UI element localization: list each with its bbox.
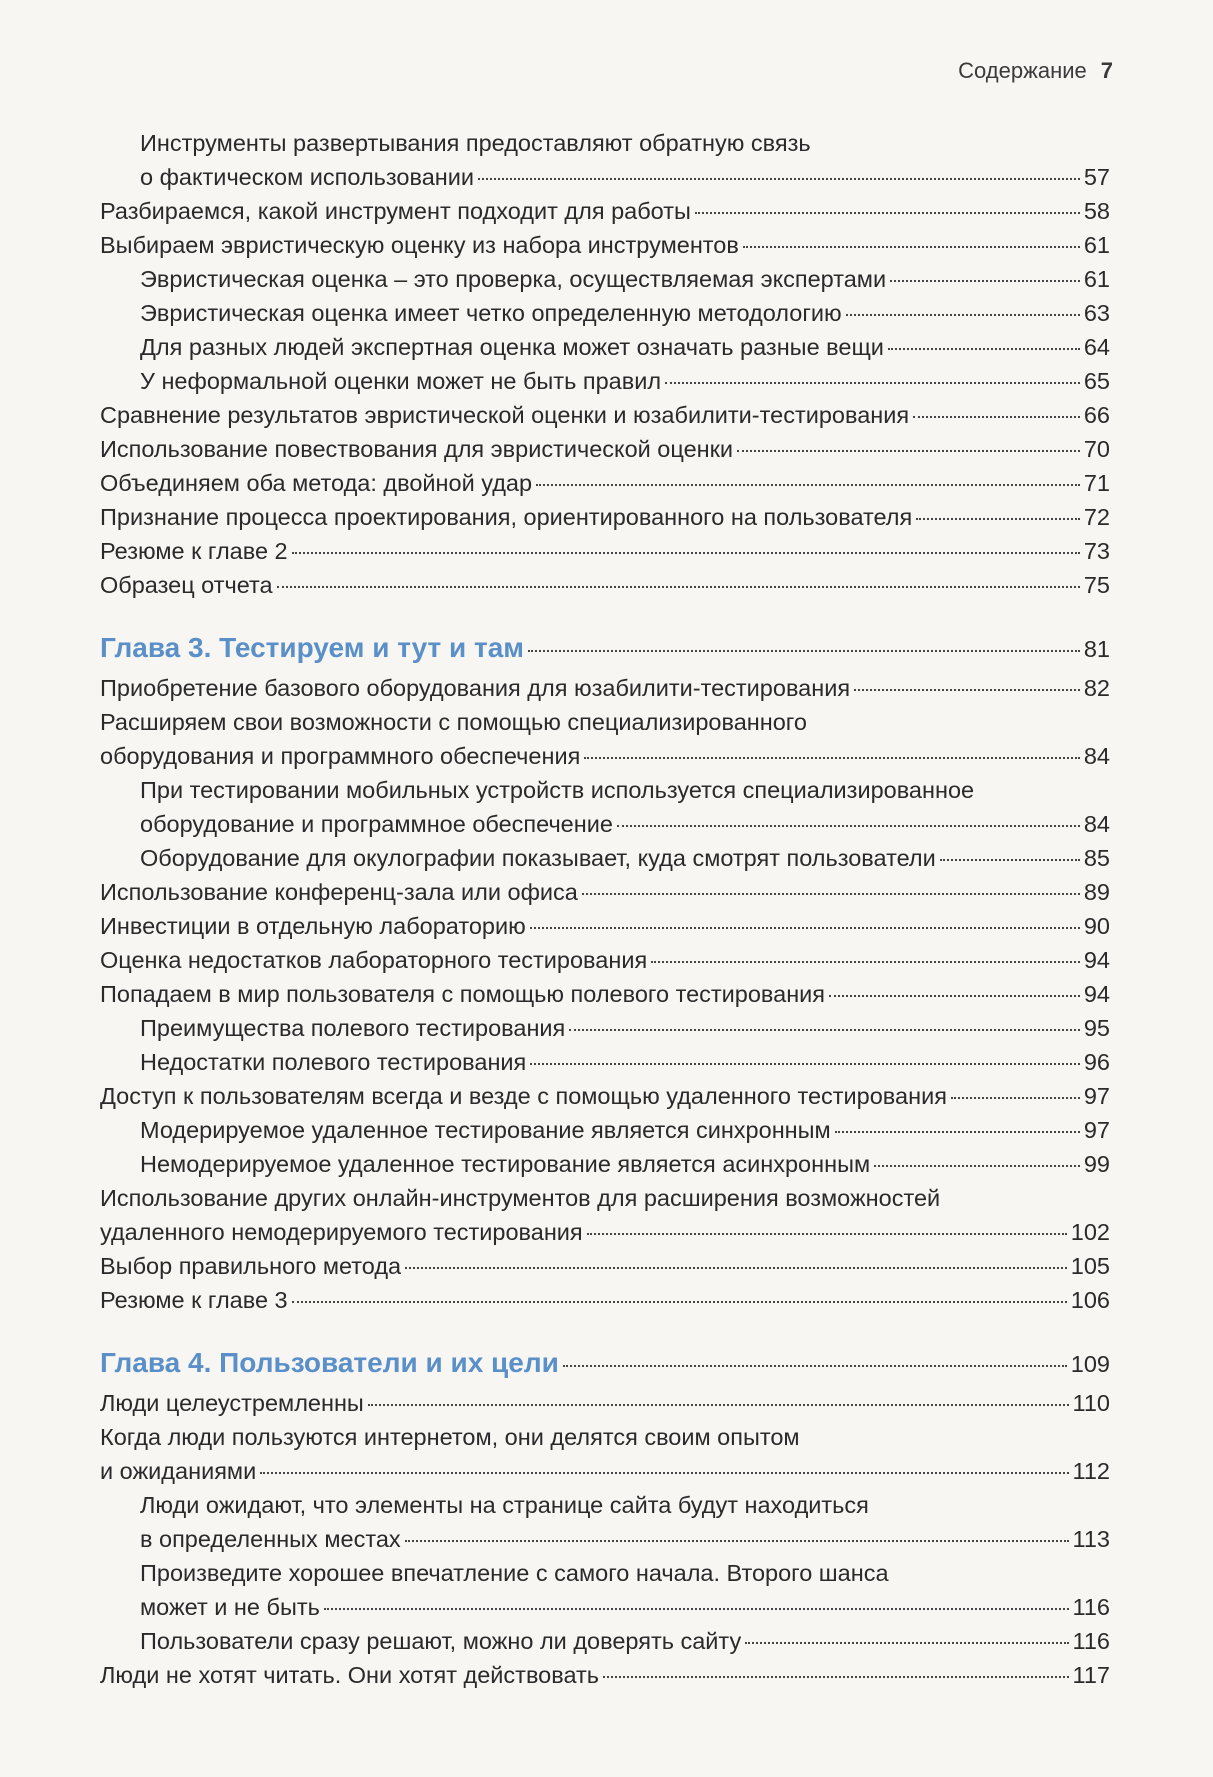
toc-entry-title: Для разных людей экспертная оценка может означать разные вещи bbox=[140, 334, 884, 360]
toc-entry-title: Выбираем эвристическую оценку из набора инструментов bbox=[100, 232, 739, 258]
toc-entry-line: Использование других онлайн-инструментов для расширения возможностей bbox=[100, 1185, 941, 1211]
toc-entry-page: 96 bbox=[1083, 1049, 1110, 1075]
toc-entry-title: удаленного немодерируемого тестирования bbox=[100, 1219, 583, 1245]
toc-entry[interactable] bbox=[100, 943, 1110, 977]
toc-chapter-heading[interactable] bbox=[100, 1343, 1110, 1384]
toc-entry[interactable] bbox=[100, 1386, 1110, 1420]
toc-entry-page: 112 bbox=[1072, 1458, 1110, 1484]
toc-entry-title: о фактическом использовании bbox=[140, 164, 475, 190]
toc-entry-page: 102 bbox=[1070, 1219, 1110, 1245]
dot-leader bbox=[260, 1472, 1068, 1474]
toc-entry-line: Люди ожидают, что элементы на странице сайта будут находиться bbox=[140, 1492, 869, 1518]
toc-entry[interactable] bbox=[100, 909, 1110, 943]
toc-entry-page: 73 bbox=[1083, 538, 1110, 564]
toc-entry-page: 63 bbox=[1083, 300, 1110, 326]
dot-leader bbox=[563, 1365, 1067, 1367]
toc-entry[interactable] bbox=[100, 466, 1110, 500]
toc-entry-title: Люди не хотят читать. Они хотят действовать bbox=[100, 1662, 600, 1688]
toc-entry-line: Инструменты развертывания предоставляют обратную связь bbox=[140, 130, 811, 156]
toc-entry-title: Эвристическая оценка имеет четко определенную методологию bbox=[140, 300, 842, 326]
dot-leader bbox=[292, 552, 1080, 554]
dot-leader bbox=[292, 1301, 1067, 1303]
toc-entry-title: Резюме к главе 3 bbox=[100, 1287, 288, 1313]
toc-entry-page: 117 bbox=[1072, 1662, 1110, 1688]
toc-entry-title: оборудование и программное обеспечение bbox=[140, 811, 613, 837]
toc-entry-title: Объединяем оба метода: двойной удар bbox=[100, 470, 533, 496]
dot-leader bbox=[874, 1165, 1080, 1167]
toc-entry-page: 82 bbox=[1083, 675, 1110, 701]
toc-entry-page: 95 bbox=[1083, 1015, 1110, 1041]
toc-entry[interactable] bbox=[100, 568, 1110, 602]
toc-entry-title: Признание процесса проектирования, ориентированного на пользователя bbox=[100, 504, 913, 530]
toc-entry-page: 64 bbox=[1083, 334, 1110, 360]
toc-entry-page: 105 bbox=[1070, 1253, 1110, 1279]
toc-entry-title: Разбираемся, какой инструмент подходит для работы bbox=[100, 198, 691, 224]
toc-entry-page: 70 bbox=[1083, 436, 1110, 462]
toc-entry-title: Недостатки полевого тестирования bbox=[140, 1049, 527, 1075]
dot-leader bbox=[665, 382, 1080, 384]
toc-entry[interactable] bbox=[100, 1249, 1110, 1283]
toc-entry-page: 94 bbox=[1083, 981, 1110, 1007]
dot-leader bbox=[651, 961, 1080, 963]
toc-entry-title: Преимущества полевого тестирования bbox=[140, 1015, 566, 1041]
toc-entry-page: 57 bbox=[1083, 164, 1110, 190]
toc-entry-page: 61 bbox=[1083, 232, 1110, 258]
toc-entry[interactable] bbox=[100, 807, 1110, 841]
dot-leader bbox=[530, 1063, 1080, 1065]
toc-entry-title: Резюме к главе 2 bbox=[100, 538, 288, 564]
toc-entry[interactable] bbox=[100, 262, 1110, 296]
dot-leader bbox=[854, 689, 1080, 691]
dot-leader bbox=[368, 1404, 1069, 1406]
dot-leader bbox=[582, 893, 1080, 895]
dot-leader bbox=[743, 246, 1080, 248]
toc-entry-page: 113 bbox=[1072, 1526, 1110, 1552]
dot-leader bbox=[890, 280, 1080, 282]
toc-entry-page: 71 bbox=[1083, 470, 1110, 496]
toc-entry-title: Люди целеустремленны bbox=[100, 1390, 364, 1416]
toc-entry-title: Оборудование для окулографии показывает, куда смотрят пользователи bbox=[140, 845, 936, 871]
toc-entry-title: У неформальной оценки может не быть правил bbox=[140, 368, 662, 394]
toc-entry[interactable] bbox=[100, 671, 1110, 705]
dot-leader bbox=[846, 314, 1080, 316]
toc-entry[interactable] bbox=[100, 739, 1110, 773]
toc-entry-page: 85 bbox=[1083, 845, 1110, 871]
toc-entry-title: Модерируемое удаленное тестирование является синхронным bbox=[140, 1117, 831, 1143]
dot-leader bbox=[835, 1131, 1080, 1133]
chapter-title: Глава 3. Тестируем и тут и там bbox=[100, 632, 525, 663]
toc-entry-page: 66 bbox=[1083, 402, 1110, 428]
toc-entry-page: 97 bbox=[1083, 1117, 1110, 1143]
toc-entry[interactable] bbox=[100, 1147, 1110, 1181]
toc-entry-title: Использование конференц-зала или офиса bbox=[100, 879, 578, 905]
toc-entry-title: Использование повествования для эвристической оценки bbox=[100, 436, 734, 462]
dot-leader bbox=[587, 1233, 1067, 1235]
toc-entry-title: Эвристическая оценка – это проверка, осуществляемая экспертами bbox=[140, 266, 887, 292]
chapter-page: 109 bbox=[1070, 1351, 1110, 1377]
toc-entry-page: 99 bbox=[1083, 1151, 1110, 1177]
toc-entry-page: 72 bbox=[1083, 504, 1110, 530]
toc-entry-page: 97 bbox=[1083, 1083, 1110, 1109]
dot-leader bbox=[951, 1097, 1080, 1099]
toc-entry-title: Выбор правильного метода bbox=[100, 1253, 402, 1279]
toc-entry-page: 58 bbox=[1083, 198, 1110, 224]
toc-entry-title: Немодерируемое удаленное тестирование является асинхронным bbox=[140, 1151, 871, 1177]
toc-entry[interactable] bbox=[100, 1113, 1110, 1147]
toc-entry[interactable] bbox=[100, 1590, 1110, 1624]
running-header bbox=[958, 58, 1113, 84]
toc-entry-page: 90 bbox=[1083, 913, 1110, 939]
dot-leader bbox=[829, 995, 1080, 997]
toc-entry-title: Попадаем в мир пользователя с помощью полевого тестирования bbox=[100, 981, 826, 1007]
toc-entry-page: 89 bbox=[1083, 879, 1110, 905]
toc-entry[interactable] bbox=[100, 398, 1110, 432]
toc-entry[interactable] bbox=[100, 194, 1110, 228]
toc-entry-page: 84 bbox=[1083, 743, 1110, 769]
dot-leader bbox=[940, 859, 1080, 861]
dot-leader bbox=[478, 178, 1080, 180]
toc-entry[interactable] bbox=[100, 1522, 1110, 1556]
dot-leader bbox=[584, 757, 1080, 759]
toc-entry[interactable] bbox=[100, 875, 1110, 909]
toc-entry-title: Приобретение базового оборудования для юзабилити-тестирования bbox=[100, 675, 851, 701]
toc-entry-title: Сравнение результатов эвристической оценки и юзабилити-тестирования bbox=[100, 402, 910, 428]
dot-leader bbox=[745, 1642, 1068, 1644]
dot-leader bbox=[617, 825, 1080, 827]
toc-entry[interactable] bbox=[100, 500, 1110, 534]
dot-leader bbox=[695, 212, 1080, 214]
toc-entry[interactable] bbox=[100, 534, 1110, 568]
dot-leader bbox=[528, 650, 1080, 652]
toc-entry-title: может и не быть bbox=[140, 1594, 320, 1620]
chapter-page: 81 bbox=[1083, 636, 1110, 662]
toc-entry-title: Инвестиции в отдельную лабораторию bbox=[100, 913, 526, 939]
toc-entry[interactable] bbox=[100, 1045, 1110, 1079]
dot-leader bbox=[913, 416, 1080, 418]
toc-entry[interactable] bbox=[100, 1658, 1110, 1692]
header-page-number: 7 bbox=[1100, 58, 1113, 83]
dot-leader bbox=[324, 1608, 1069, 1610]
toc-entry[interactable] bbox=[100, 1454, 1110, 1488]
dot-leader bbox=[569, 1029, 1080, 1031]
dot-leader bbox=[530, 927, 1080, 929]
dot-leader bbox=[603, 1676, 1069, 1678]
toc-entry[interactable] bbox=[100, 432, 1110, 466]
dot-leader bbox=[916, 518, 1080, 520]
toc-entry-line: Произведите хорошее впечатление с самого начала. Второго шанса bbox=[140, 1560, 889, 1586]
toc-entry[interactable] bbox=[100, 330, 1110, 364]
toc-entry[interactable] bbox=[100, 841, 1110, 875]
toc-entry-title: оборудования и программного обеспечения bbox=[100, 743, 581, 769]
dot-leader bbox=[405, 1267, 1067, 1269]
dot-leader bbox=[888, 348, 1080, 350]
toc-entry-page: 116 bbox=[1072, 1628, 1110, 1654]
toc-entry[interactable] bbox=[100, 1624, 1110, 1658]
toc-entry-line: При тестировании мобильных устройств используется специализированное bbox=[140, 777, 975, 803]
toc-entry-title: Образец отчета bbox=[100, 572, 273, 598]
toc-entry-page: 65 bbox=[1083, 368, 1110, 394]
dot-leader bbox=[277, 586, 1080, 588]
toc-entry-page: 94 bbox=[1083, 947, 1110, 973]
dot-leader bbox=[737, 450, 1080, 452]
toc-entry-page: 106 bbox=[1070, 1287, 1110, 1313]
toc-entry[interactable] bbox=[100, 364, 1110, 398]
toc-entry-line: Расширяем свои возможности с помощью специализированного bbox=[100, 709, 807, 735]
header-title: Содержание bbox=[958, 58, 1087, 83]
toc-entry[interactable] bbox=[100, 1283, 1110, 1317]
toc-entry[interactable] bbox=[100, 1011, 1110, 1045]
toc-entry-page: 61 bbox=[1083, 266, 1110, 292]
toc-entry[interactable] bbox=[100, 1215, 1110, 1249]
dot-leader bbox=[536, 484, 1080, 486]
toc-entry-page: 110 bbox=[1072, 1390, 1110, 1416]
toc-entry[interactable] bbox=[100, 1079, 1110, 1113]
toc-entry[interactable] bbox=[100, 160, 1110, 194]
dot-leader bbox=[405, 1540, 1069, 1542]
toc-entry-title: в определенных местах bbox=[140, 1526, 401, 1552]
toc-entry-title: Оценка недостатков лабораторного тестирования bbox=[100, 947, 648, 973]
table-of-contents bbox=[100, 126, 1110, 1692]
toc-chapter-heading[interactable] bbox=[100, 628, 1110, 669]
toc-entry-page: 116 bbox=[1072, 1594, 1110, 1620]
chapter-title: Глава 4. Пользователи и их цели bbox=[100, 1347, 559, 1378]
toc-entry-title: и ожиданиями bbox=[100, 1458, 257, 1484]
toc-entry[interactable] bbox=[100, 296, 1110, 330]
toc-entry-line: Когда люди пользуются интернетом, они делятся своим опытом bbox=[100, 1424, 800, 1450]
toc-entry[interactable] bbox=[100, 977, 1110, 1011]
toc-entry-page: 84 bbox=[1083, 811, 1110, 837]
toc-entry-title: Доступ к пользователям всегда и везде с помощью удаленного тестирования bbox=[100, 1083, 947, 1109]
toc-entry[interactable] bbox=[100, 228, 1110, 262]
toc-entry-title: Пользователи сразу решают, можно ли доверять сайту bbox=[140, 1628, 742, 1654]
toc-entry-page: 75 bbox=[1083, 572, 1110, 598]
